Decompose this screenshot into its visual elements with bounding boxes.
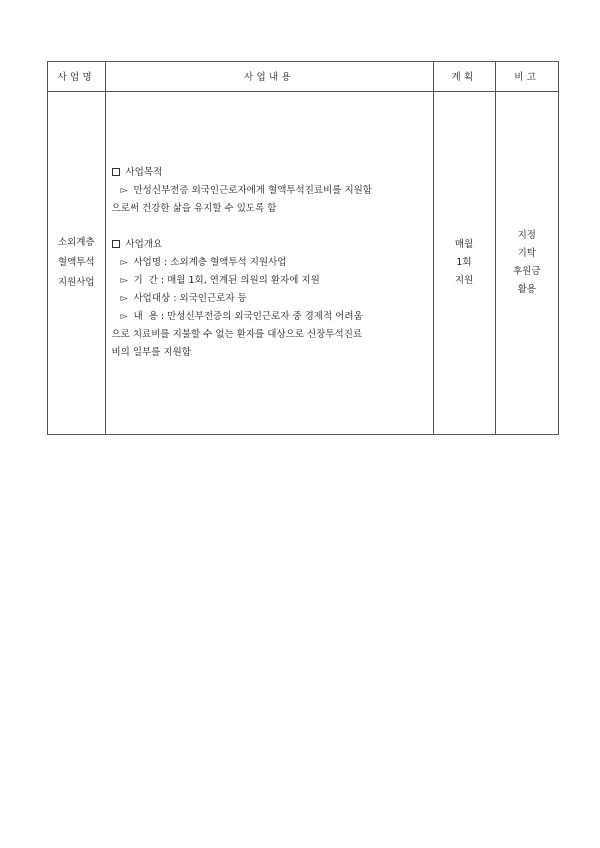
table-header-row bbox=[48, 62, 558, 91]
business-name-line: 지원사업 bbox=[57, 276, 95, 288]
overview-detail-continued: 비의 일부를 지원함 bbox=[111, 346, 191, 358]
overview-item: ▻ 사업대상 : 외국인근로자 등 bbox=[112, 290, 429, 308]
header-plan: 계획 bbox=[433, 62, 495, 91]
plan-line: 1회 bbox=[456, 256, 472, 268]
overview-item: ▻ 사업명 : 소외계층 혈액투석 지원사업 bbox=[112, 254, 429, 272]
checkbox-square-icon bbox=[112, 240, 120, 248]
overview-title: 사업개요 bbox=[125, 238, 163, 250]
note-cell bbox=[495, 91, 558, 434]
table-row bbox=[48, 91, 558, 434]
triangle-bullet-icon: ▻ bbox=[120, 292, 128, 304]
note-line: 후원금 bbox=[512, 265, 541, 277]
note-line: 기탁 bbox=[517, 247, 536, 259]
purpose-heading bbox=[112, 164, 429, 182]
business-content-cell bbox=[105, 91, 433, 434]
business-name-line: 소외계층 bbox=[57, 236, 95, 248]
header-business-content: 사업내용 bbox=[105, 62, 433, 91]
note-line: 활용 bbox=[517, 283, 536, 295]
triangle-bullet-icon: ▻ bbox=[120, 310, 128, 322]
overview-item: ▻ 기 간 : 매월 1회, 연계된 의원의 환자에 지원 bbox=[112, 272, 429, 290]
purpose-text-continued: 으로써 건강한 삶을 유지할 수 있도록 함 bbox=[111, 202, 277, 214]
triangle-bullet-icon: ▻ bbox=[120, 256, 128, 268]
purpose-title: 사업목적 bbox=[125, 166, 163, 178]
plan-cell bbox=[433, 91, 495, 434]
triangle-bullet-icon: ▻ bbox=[120, 274, 128, 286]
note-line: 지정 bbox=[517, 229, 536, 241]
header-business-name: 사업명 bbox=[48, 62, 105, 91]
plan-line: 매월 bbox=[454, 238, 474, 250]
overview-detail-continued: 으로 치료비를 지불할 수 없는 환자를 대상으로 신장투석진료 bbox=[111, 328, 363, 340]
checkbox-square-icon bbox=[112, 168, 120, 176]
triangle-bullet-icon: ▻ bbox=[120, 184, 128, 196]
purpose-text: ▻ 만성신부전증 외국인근로자에게 혈액투석진료비를 지원함 bbox=[112, 182, 429, 200]
plan-line: 지원 bbox=[454, 274, 474, 286]
business-name-line: 혈액투석 bbox=[57, 256, 95, 268]
business-name-cell bbox=[48, 91, 105, 434]
overview-heading bbox=[112, 236, 429, 254]
business-plan-table bbox=[47, 61, 559, 435]
header-note: 비고 bbox=[495, 62, 558, 91]
overview-detail: ▻ 내 용 : 만성신부전증의 외국인근로자 중 경제적 어려움 bbox=[112, 308, 429, 326]
